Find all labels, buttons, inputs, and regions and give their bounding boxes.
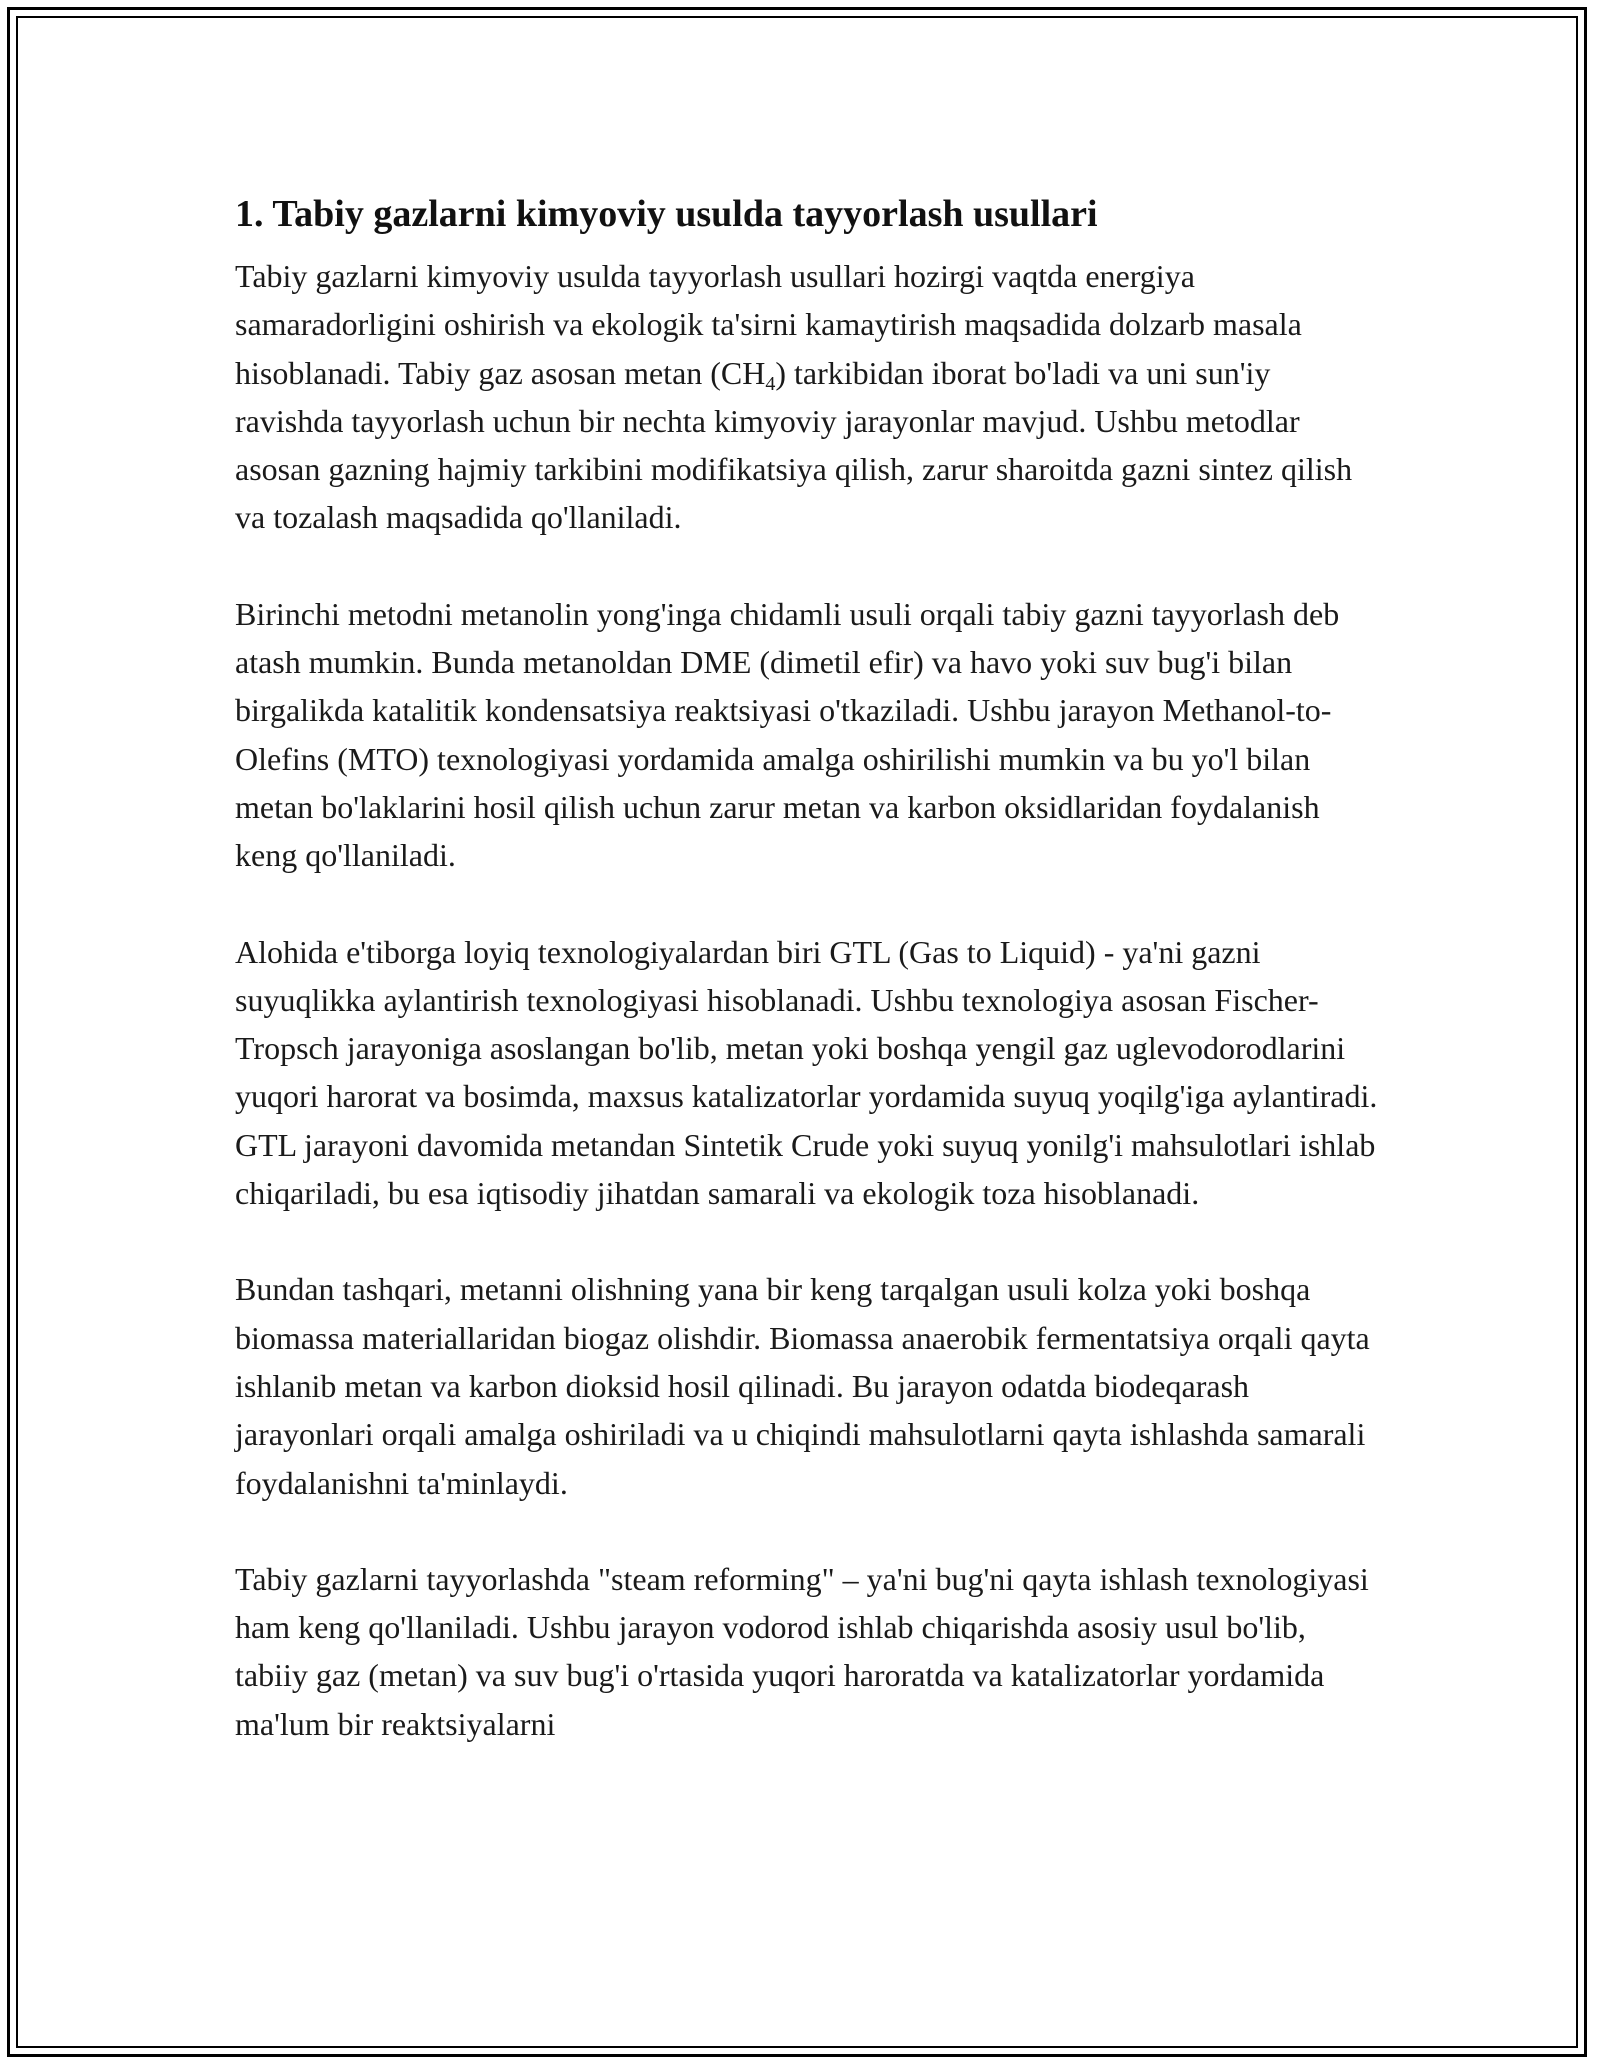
section-heading: 1. Tabiy gazlarni kimyoviy usulda tayyorlash usullari [235,193,1098,235]
paragraph-steam-reforming: Tabiy gazlarni tayyorlashda "steam reforming" – ya'ni bug'ni qayta ishlash texnologiyasi ham keng qo'llaniladi. Ushbu jarayon vodorod ishlab chiqarishda asosiy usul bo'lib, tabiiy gaz (metan) va suv bug'i o'rtasida yuqori haroratda va katalizatorlar yordamida ma'lum bir reaktsiyalarni [235,1560,1369,1742]
paragraph-intro-text-b: ) tarkibidan iborat bo'ladi va uni sun'iy ravishda tayyorlash uchun bir nechta kimyoviy jarayonlar mavjud. Ushbu metodlar asosan gazning hajmiy tarkibini modifikatsiya qilish, zarur sharoitda gazni sintez qilish va tozalash maqsadida qo'llaniladi. [235,354,1353,536]
paragraph-intro-text-a: Tabiy gazlarni kimyoviy usulda tayyorlash usullari hozirgi vaqtda energiya samaradorligini oshirish va ekologik ta'sirni kamaytirish maqsadida dolzarb masala hisoblanadi. Tabiy gaz asosan metan ( [235,258,1302,391]
methane-formula-base: CH [720,354,766,391]
paragraph-intro [235,252,1380,542]
paragraph-gtl-technology: Alohida e'tiborga loyiq texnologiyalardan biri GTL (Gas to Liquid) - ya'ni gazni suyuqlikka aylantirish texnologiyasi hisoblanadi. Ushbu texnologiya asosan Fischer-Tropsch jarayoniga asoslangan bo'lib, metan yoki boshqa yengil gaz uglevodorodlarini yuqori harorat va bosimda, maxsus katalizatorlar yordamida suyuq yoqilg'iga aylantiradi. GTL jarayoni davomida metandan Sintetik Crude yoki suyuq yonilg'i mahsulotlari ishlab chiqariladi, bu esa iqtisodiy jihatdan samarali va ekologik toza hisoblanadi. [235,933,1378,1212]
methane-formula [720,354,776,395]
paragraph-biogas: Bundan tashqari, metanni olishning yana bir keng tarqalgan usuli kolza yoki boshqa biomassa materiallaridan biogaz olishdir. Biomassa anaerobik fermentatsiya orqali qayta ishlanib metan va karbon dioksid hosil qilinadi. Bu jarayon odatda biodeqarash jarayonlari orqali amalga oshiriladi va u chiqindi mahsulotlarni qayta ishlashda samarali foydalanishni ta'minlaydi. [235,1271,1370,1501]
document-body [235,186,1380,1796]
methane-formula-subscript: 4 [765,372,776,395]
paragraph-methanol-method: Birinchi metodni metanolin yong'inga chidamli usuli orqali tabiy gazni tayyorlash deb atash mumkin. Bunda metanoldan DME (dimetil efir) va havo yoki suv bug'i bilan birgalikda katalitik kondensatsiya reaktsiyasi o'tkaziladi. Ushbu jarayon Methanol-to-Olefins (MTO) texnologiyasi yordamida amalga oshirilishi mumkin va bu yo'l bilan metan bo'laklarini hosil qilish uchun zarur metan va karbon oksidlaridan foydalanish keng qo'llaniladi. [235,595,1340,874]
